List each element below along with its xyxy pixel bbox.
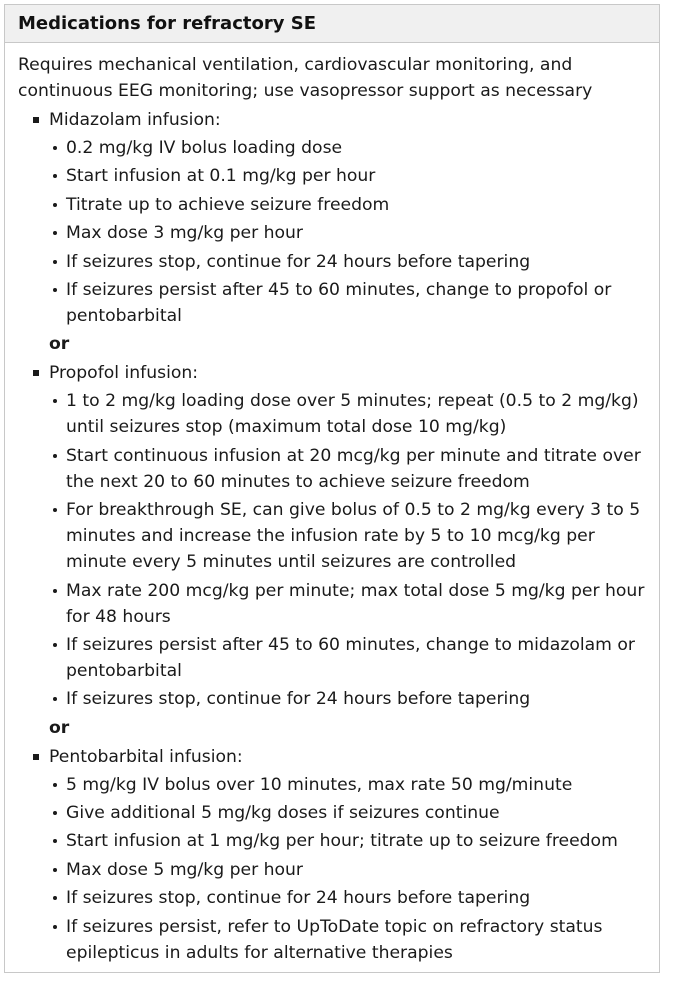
section-heading: Propofol infusion: <box>49 363 199 384</box>
list-item: 0.2 mg/kg IV bolus loading dose <box>66 135 649 161</box>
list-item: If seizures persist after 45 to 60 minutes, change to midazolam or pentobarbital <box>66 632 649 684</box>
list-item: If seizures stop, continue for 24 hours before tapering <box>66 885 649 911</box>
section-midazolam <box>18 107 649 329</box>
square-bullet-icon <box>33 370 39 376</box>
intro-text: Requires mechanical ventilation, cardiovascular monitoring, and continuous EEG monitoring; use vasopressor support as necessary <box>18 55 593 101</box>
item-list <box>49 388 649 712</box>
section-heading: Pentobarbital infusion: <box>49 746 243 767</box>
list-item: Give additional 5 mg/kg doses if seizures continue <box>66 800 649 826</box>
item-list <box>49 135 649 329</box>
list-item: For breakthrough SE, can give bolus of 0.5 to 2 mg/kg every 3 to 5 minutes and increase the infusion rate by 5 to 10 mcg/kg per minute every 5 minutes until seizures are controlled <box>66 497 649 575</box>
square-bullet-icon <box>33 754 39 760</box>
section-pentobarbital <box>18 744 649 966</box>
list-item: If seizures persist after 45 to 60 minutes, change to propofol or pentobarbital <box>66 277 649 329</box>
table-body <box>5 43 659 966</box>
list-item: Max dose 5 mg/kg per hour <box>66 857 649 883</box>
item-list <box>49 772 649 966</box>
list-item: Start infusion at 0.1 mg/kg per hour <box>66 163 649 189</box>
or-separator: or <box>49 334 70 355</box>
square-bullet-icon <box>33 117 39 123</box>
list-item: 1 to 2 mg/kg loading dose over 5 minutes; repeat (0.5 to 2 mg/kg) until seizures stop (maximum total dose 10 mg/kg) <box>66 388 649 440</box>
list-item: 5 mg/kg IV bolus over 10 minutes, max rate 50 mg/minute <box>66 772 649 798</box>
table-title: Medications for refractory SE <box>5 5 659 43</box>
list-item: If seizures stop, continue for 24 hours before tapering <box>66 249 649 275</box>
list-item: Titrate up to achieve seizure freedom <box>66 192 649 218</box>
list-item: If seizures persist, refer to UpToDate topic on refractory status epilepticus in adults for alternative therapies <box>66 914 649 966</box>
section-heading: Midazolam infusion: <box>49 110 221 130</box>
or-separator: or <box>49 717 70 738</box>
section-propofol <box>18 360 649 712</box>
list-item: Start continuous infusion at 20 mcg/kg per minute and titrate over the next 20 to 60 minutes to achieve seizure freedom <box>66 443 649 495</box>
list-item: Max rate 200 mcg/kg per minute; max total dose 5 mg/kg per hour for 48 hours <box>66 578 649 630</box>
list-item: Start infusion at 1 mg/kg per hour; titrate up to seizure freedom <box>66 828 649 854</box>
list-item: If seizures stop, continue for 24 hours before tapering <box>66 686 649 712</box>
medication-table <box>4 4 660 973</box>
list-item: Max dose 3 mg/kg per hour <box>66 220 649 246</box>
